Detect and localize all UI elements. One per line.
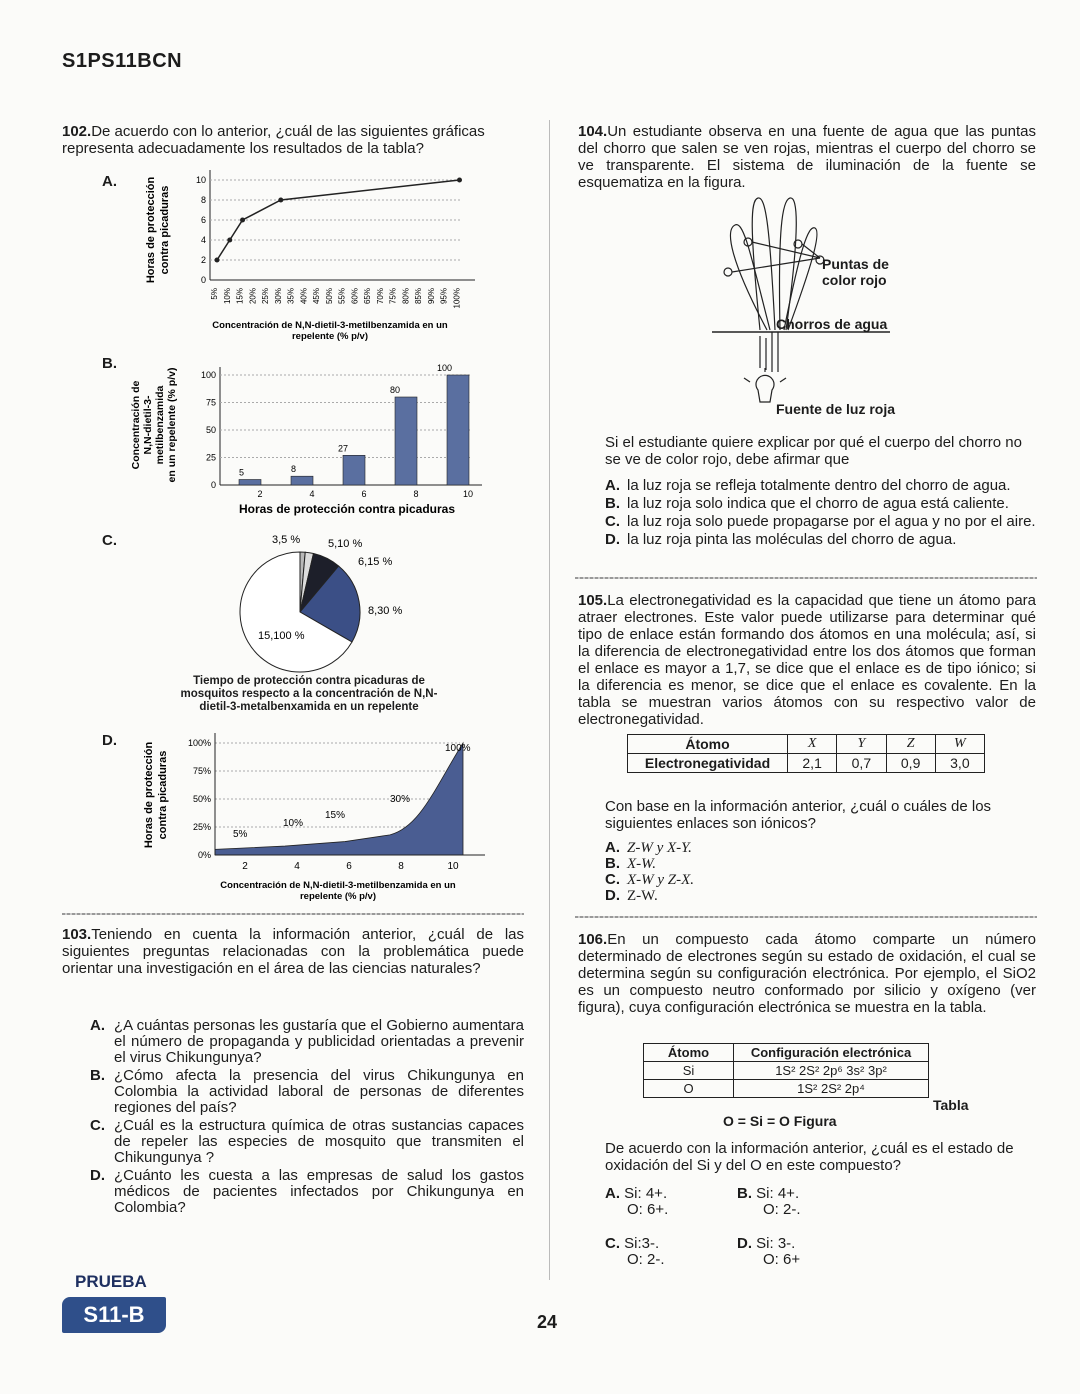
table-header: W (935, 735, 984, 754)
option-text: Z-W. (627, 888, 658, 904)
option-text: ¿Cómo afecta la presencia del virus Chikungunya en Colombia la actividad laboral de personas de diferentes regiones del país? (114, 1067, 524, 1116)
option-letter-c: C. (102, 532, 117, 549)
x-tick-label: 10 (462, 489, 474, 499)
tabla-label: Tabla (933, 1097, 969, 1113)
data-label: 15% (325, 810, 346, 821)
option-text: ¿A cuántas personas les gustaría que el Gobierno aumentara el número de propaganda y publicidad orientadas a prevenir el virus Chikungunya? (114, 1017, 524, 1066)
option[interactable] (605, 888, 1036, 904)
option-text: O: 2-. (763, 1201, 801, 1218)
chart-a (130, 160, 510, 350)
x-tick-label: 50% (324, 288, 334, 305)
x-tick-label: 85% (414, 288, 424, 305)
table-cell: 1S² 2S² 2p⁴ (734, 1080, 929, 1098)
data-label: 5% (233, 829, 248, 840)
question-number: 102. (62, 123, 92, 140)
x-tick-label: 70% (375, 288, 385, 305)
option[interactable] (605, 514, 1036, 530)
chart-b (125, 350, 510, 520)
option-text: O: 6+ (763, 1251, 801, 1268)
option[interactable] (605, 856, 1036, 872)
x-tick-label: 25% (261, 288, 271, 305)
separator (575, 916, 1037, 918)
slice-label: 5,10 % (328, 538, 363, 550)
option-letter: D. (737, 1235, 752, 1252)
option[interactable] (605, 872, 1036, 888)
option-letter: B. (605, 495, 620, 512)
y-tick-label: 10 (195, 175, 206, 185)
bar-value-label: 27 (337, 443, 348, 454)
data-point (278, 198, 283, 203)
option-letter: C. (90, 1117, 105, 1134)
water-jet (784, 228, 817, 330)
option-letter: A. (605, 1185, 620, 1202)
option-letter: B. (90, 1067, 105, 1084)
y-tick-label: 25% (192, 822, 211, 832)
option[interactable] (737, 1236, 847, 1268)
y-axis-label: Horas de protección (143, 741, 155, 849)
option-letter: A. (605, 839, 620, 856)
chart-d (130, 725, 515, 910)
table-cell: Si (644, 1062, 734, 1080)
x-tick-label: 45% (312, 288, 322, 305)
footer-badge: S11-B (62, 1297, 166, 1333)
separator (62, 913, 524, 915)
option-letter: C. (605, 871, 620, 888)
x-tick-label: 10% (222, 288, 232, 305)
option[interactable] (605, 496, 1036, 512)
option[interactable] (90, 1068, 524, 1116)
y-tick-label: 0 (200, 275, 206, 285)
y-tick-label: 25 (205, 452, 216, 463)
data-label: 30% (390, 794, 411, 805)
data-point (457, 178, 462, 183)
option-text: ¿Cuál es la estructura química de otras sustancias capaces de repeler las especies de mosquito que transmiten el Chikungunya ? (114, 1117, 524, 1166)
option-letter: C. (605, 513, 620, 530)
y-tick-label: 8 (200, 195, 206, 205)
option-text: Si: 4+. (624, 1185, 668, 1202)
water-jet (752, 198, 775, 330)
option[interactable] (605, 478, 1036, 494)
x-tick-label: 8 (398, 861, 404, 872)
x-tick-label: 4 (309, 489, 315, 499)
bar-value-label: 8 (290, 464, 296, 475)
option[interactable] (605, 840, 1036, 856)
x-tick-label: 20% (248, 288, 258, 305)
x-axis-label: Concentración de N,N-dietil-3-metilbenzamida en un (212, 320, 448, 331)
data-point (240, 218, 245, 223)
data-point (215, 258, 220, 263)
fig-label-source: Fuente de luz roja (776, 401, 896, 417)
option-letter: D. (605, 531, 620, 548)
y-tick-label: 2 (200, 255, 206, 265)
option-text: O: 6+. (627, 1201, 669, 1218)
question-number: 106. (578, 931, 608, 948)
option-text: Si:3-. (624, 1235, 660, 1252)
y-tick-label: 100% (187, 738, 211, 748)
y-tick-label: 100 (200, 370, 216, 380)
question-106 (578, 931, 1036, 1016)
x-tick-label: 65% (363, 288, 373, 305)
option[interactable] (605, 1236, 715, 1268)
question-number: 104. (578, 123, 608, 140)
x-axis-label: Horas de protección contra picaduras (238, 502, 456, 516)
light-bulb-icon (756, 375, 774, 402)
x-tick-label: 6 (361, 489, 367, 499)
question-text: De acuerdo con lo anterior, ¿cuál de las siguientes gráficas representa adecuadamente los resultados de la tabla? (62, 123, 485, 157)
question-105 (578, 592, 1036, 728)
sio2-figure: O = Si = O Figura (723, 1113, 837, 1129)
question-text: En un compuesto cada átomo comparte un número determinado de electrones según su estado de oxidación, el cual se determina según su configuración electrónica. Por ejemplo, el SiO2 es un compuesto neutro conformado por silicio y oxígeno (ver figura), cuya configuración electrónica se muestra en la tabla. (578, 931, 1036, 1016)
x-tick-label: 6 (346, 861, 352, 872)
slice-label: 3,5 % (272, 534, 301, 546)
x-axis-label: Concentración de N,N-dietil-3-metilbenzamida en un (220, 880, 456, 891)
x-tick-label: 15% (235, 288, 245, 305)
question-103 (62, 926, 524, 977)
table-cell: Electronegatividad (628, 754, 788, 773)
fig-label-tips: Puntas de color rojo (822, 256, 889, 288)
option[interactable] (90, 1018, 524, 1066)
option[interactable] (605, 532, 1036, 548)
x-axis-label: repelente (% p/v) (299, 891, 377, 902)
fig-label-jets: Chorros de agua (776, 316, 888, 332)
table-header: Y (837, 735, 886, 754)
y-tick-label: 0 (210, 480, 216, 490)
option-letter: A. (605, 477, 620, 494)
table-cell: 3,0 (935, 754, 984, 773)
question-102 (62, 123, 532, 157)
separator (575, 577, 1037, 579)
x-tick-label: 40% (299, 288, 309, 305)
x-tick-label: 10 (447, 861, 459, 872)
x-tick-label: 2 (242, 861, 248, 872)
option-text: Si: 4+. (756, 1185, 800, 1202)
y-axis-label: N,N-dietil-3- (142, 395, 154, 455)
option-letter-a: A. (102, 173, 117, 190)
option-text: Si: 3-. (756, 1235, 796, 1252)
page-number: 24 (537, 1312, 558, 1332)
bar-value-label: 80 (389, 385, 400, 395)
table-cell: 0,7 (837, 754, 886, 773)
x-tick-label: 35% (286, 288, 296, 305)
table-header: Átomo (644, 1044, 734, 1062)
question-text: Teniendo en cuenta la información anterior, ¿cuál de las siguientes preguntas relacionadas con la problemática puede orientar una investigación en el área de las ciencias naturales? (62, 926, 524, 977)
x-tick-label: 100% (452, 288, 462, 309)
water-jet (730, 225, 770, 330)
table-header: X (788, 735, 837, 754)
slice-label: 6,15 % (358, 556, 393, 568)
y-axis-label: en un repelente (% p/v) (166, 367, 178, 483)
x-tick-label: 60% (350, 288, 360, 305)
question-number: 105. (578, 592, 608, 609)
y-tick-label: 75 (205, 397, 216, 408)
table-header: Configuración electrónica (734, 1044, 929, 1062)
q106-prompt: De acuerdo con la información anterior, ¿cuál es el estado de oxidación del Si y del O en este compuesto? (605, 1140, 1014, 1174)
bar (239, 480, 261, 486)
x-tick-label: 80% (401, 288, 411, 305)
bar (291, 476, 313, 485)
y-axis-label: contra picaduras (159, 185, 171, 275)
q103-options (90, 1018, 524, 1216)
x-tick-label: 5% (210, 288, 219, 300)
q104-prompt: Si el estudiante quiere explicar por qué el cuerpo del chorro no se ve de color rojo, debe afirmar que (605, 434, 1022, 468)
option[interactable] (90, 1118, 524, 1166)
option-letter: A. (90, 1017, 105, 1034)
table-header: Z (886, 735, 935, 754)
question-number: 103. (62, 926, 92, 943)
option-text: O: 2-. (627, 1251, 665, 1268)
table-header: Átomo (628, 735, 788, 754)
page-header-code: S1PS11BCN (62, 50, 183, 72)
bar (447, 375, 469, 485)
table-cell: 1S² 2S² 2p⁶ 3s² 3p² (734, 1062, 929, 1080)
option-text: la luz roja se refleja totalmente dentro del chorro de agua. (627, 477, 1011, 494)
x-tick-label: 75% (388, 288, 398, 305)
electronegativity-table (627, 734, 985, 773)
data-label: 10% (283, 818, 304, 829)
x-tick-label: 4 (294, 861, 300, 872)
option-letter: C. (605, 1235, 620, 1252)
option-letter: D. (90, 1167, 105, 1184)
y-axis-label: metilbenzamida (154, 385, 166, 465)
option-text: la luz roja solo indica que el chorro de agua está caliente. (627, 495, 1009, 512)
option-text: la luz roja pinta las moléculas del chorro de agua. (627, 531, 957, 548)
electron-config-table (643, 1043, 929, 1098)
option-text: X-W y Z-X. (627, 872, 695, 888)
option-text: Z-W y X-Y. (627, 840, 692, 856)
bar (343, 455, 365, 485)
x-tick-label: 30% (273, 288, 283, 305)
q105-options (605, 840, 1036, 904)
x-tick-label: 55% (337, 288, 347, 305)
slice-label: 15,100 % (258, 630, 305, 642)
table-cell: 0,9 (886, 754, 935, 773)
option[interactable] (605, 1186, 715, 1218)
x-tick-label: 2 (257, 489, 263, 499)
question-text: La electronegatividad es la capacidad que tiene un átomo para atraer electrones. Este valor puede utilizarse para determinar qué tipo de enlace están formando dos átomos en una molécula; así, si la diferencia de electronegatividad entre los dos átomos que forman el enlace es mayor a 1,7, se dice que el enlace es de tipo iónico; si la diferencia es menor, se dice que el enlace es covalente. En la tabla se muestran varios átomos con su respectivo valor de electronegatividad. (578, 592, 1036, 728)
y-tick-label: 6 (200, 215, 206, 225)
y-tick-label: 4 (200, 235, 206, 245)
option-letter: B. (605, 855, 620, 872)
footer-prueba: PRUEBA (75, 1272, 147, 1291)
option-letter: D. (605, 887, 620, 904)
table-cell: 2,1 (788, 754, 837, 773)
option-text: la luz roja solo puede propagarse por el agua y no por el aire. (627, 513, 1036, 530)
chart-c-title: Tiempo de protección contra picaduras de mosquitos respecto a la concentración de N,N- dietil-3-metalbenxamida en un repelente (180, 675, 438, 713)
bar-value-label: 100 (436, 363, 452, 373)
option-letter: B. (737, 1185, 752, 1202)
y-axis-label: Horas de protección (145, 176, 157, 284)
y-axis-label: Concentración de (130, 380, 142, 470)
x-tick-label: 95% (439, 288, 449, 305)
red-tip (724, 268, 732, 276)
option-text: ¿Cuánto les cuesta a las empresas de salud los gastos médicos de pacientes infectados por Chikungunya en Colombia? (114, 1167, 524, 1216)
option[interactable] (737, 1186, 847, 1218)
y-tick-label: 50 (205, 425, 216, 435)
option-text: X-W. (627, 856, 657, 872)
y-tick-label: 75% (192, 766, 211, 776)
q105-prompt: Con base en la información anterior, ¿cuál o cuáles de los siguientes enlaces son iónicos? (605, 798, 992, 832)
option[interactable] (90, 1168, 524, 1216)
slice-label: 8,30 % (368, 605, 403, 617)
data-label: 100% (445, 743, 471, 754)
y-tick-label: 0% (197, 850, 211, 860)
question-text: Un estudiante observa en una fuente de agua que las puntas del chorro que salen se ven rojas, mientras el cuerpo del chorro se ve transparente. El sistema de iluminación de la fuente se esquematiza en la figura. (578, 123, 1036, 191)
question-104 (578, 123, 1036, 191)
fountain-figure (700, 190, 940, 430)
option-letter-b: B. (102, 355, 117, 372)
bar (395, 397, 417, 485)
column-divider (549, 120, 550, 1280)
table-cell: O (644, 1080, 734, 1098)
x-axis-label: repelente (% p/v) (291, 331, 369, 342)
option-letter-d: D. (102, 732, 117, 749)
x-tick-label: 90% (426, 288, 436, 305)
y-tick-label: 50% (192, 794, 211, 804)
bar-value-label: 5 (238, 467, 244, 478)
x-tick-label: 8 (413, 489, 419, 499)
data-point (227, 238, 232, 243)
y-axis-label: contra picaduras (157, 750, 169, 840)
q104-options (605, 478, 1036, 548)
